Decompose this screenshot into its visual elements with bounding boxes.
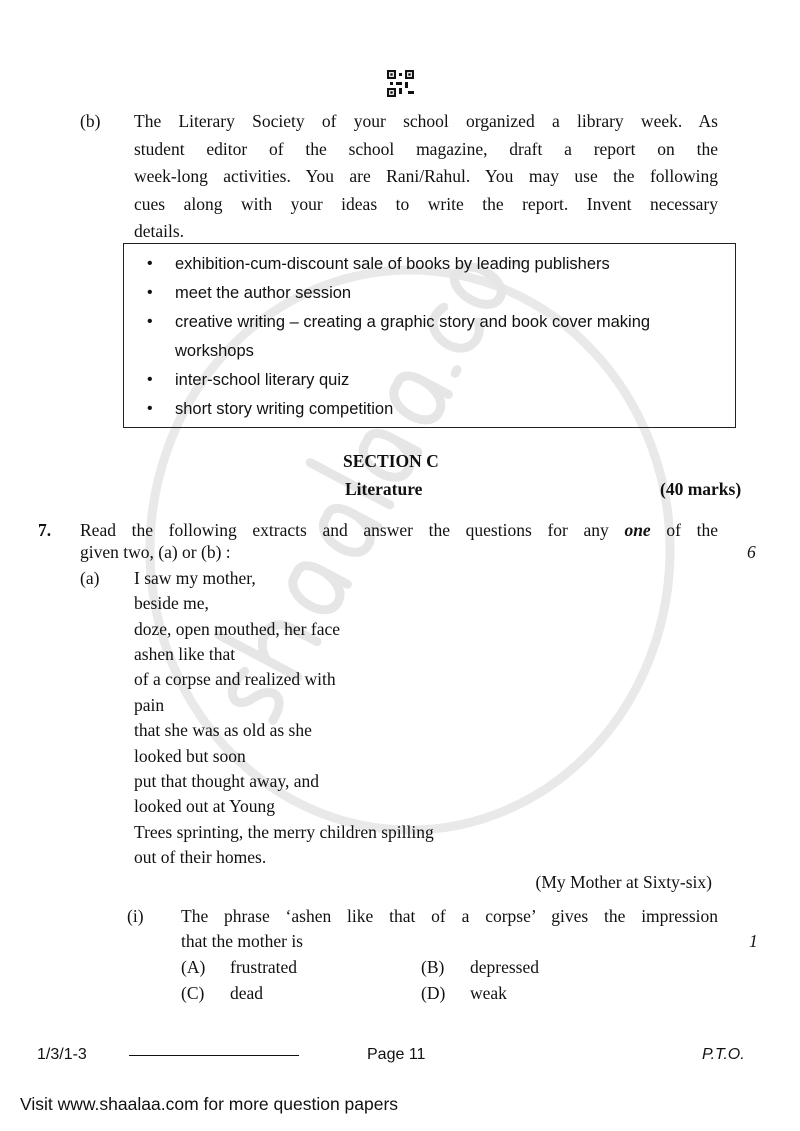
poem-line: beside me, [134, 593, 209, 613]
option-key: (D) [421, 983, 446, 1003]
option-key: (A) [181, 957, 206, 977]
emphasis-text: one [624, 520, 651, 540]
question-marks: 1 [749, 931, 758, 951]
shaalaa-banner-link[interactable]: Visit www.shaalaa.com for more question papers [20, 1094, 399, 1114]
bullet: • [147, 284, 153, 301]
poem-line: out of their homes. [134, 847, 267, 867]
qr-code-icon [387, 70, 414, 97]
poem-line: looked but soon [134, 746, 246, 766]
question-label: (b) [80, 111, 101, 131]
poem-line: pain [134, 695, 165, 715]
poem-source: (My Mother at Sixty-six) [535, 872, 712, 892]
footer-rule [129, 1055, 299, 1056]
option-text: dead [230, 983, 264, 1003]
bullet: • [147, 400, 153, 417]
question-text-line: cues along with your ideas to write the report. Invent necessary [134, 194, 718, 214]
poem-line: that she was as old as she [134, 720, 312, 740]
question-text-line: week-long activities. You are Rani/Rahul. You may use the following [134, 166, 718, 186]
cue-item: exhibition-cum-discount sale of books by leading publishers [175, 255, 610, 273]
option-key: (C) [181, 983, 205, 1003]
bullet: • [147, 313, 153, 330]
question-text-line [80, 519, 718, 541]
option-text: depressed [470, 957, 540, 977]
paper-code: 1/3/1-3 [37, 1046, 87, 1063]
question-marks: 6 [747, 542, 756, 562]
poem-line: put that thought away, and [134, 771, 320, 791]
text: of the [650, 520, 718, 540]
section-subtitle: Literature [345, 479, 423, 499]
text: Read the following extracts and answer the questions for any [80, 520, 625, 540]
section-title: SECTION C [343, 451, 439, 471]
question-text-line: The Literary Society of your school organized a library week. As [134, 111, 718, 131]
question-text-line: student editor of the school magazine, draft a report on the [134, 139, 718, 159]
question-number: 7. [38, 520, 52, 540]
bullet: • [147, 255, 153, 272]
pto-label: P.T.O. [702, 1046, 745, 1063]
poem-line: doze, open mouthed, her face [134, 619, 341, 639]
question-text-line: details. [134, 221, 185, 241]
option-text: frustrated [230, 957, 298, 977]
poem-line: ashen like that [134, 644, 236, 664]
option-text: weak [470, 983, 507, 1003]
poem-line: looked out at Young [134, 796, 275, 816]
question-text-line: given two, (a) or (b) : [80, 542, 231, 562]
option-key: (B) [421, 957, 445, 977]
poem-line: Trees sprinting, the merry children spilling [134, 822, 434, 842]
sub-question-label: (a) [80, 568, 100, 588]
cue-item: meet the author session [175, 284, 352, 302]
section-marks: (40 marks) [660, 479, 742, 499]
poem-line: I saw my mother, [134, 568, 256, 588]
question-text-line: that the mother is [181, 931, 303, 951]
sub-question-label: (i) [127, 906, 144, 926]
poem-line: of a corpse and realized with [134, 669, 336, 689]
page-number: Page 11 [367, 1046, 426, 1063]
bullet: • [147, 371, 153, 388]
cue-item: short story writing competition [175, 400, 394, 418]
cue-item: workshops [175, 342, 254, 360]
cue-item: creative writing – creating a graphic story and book cover making [175, 313, 651, 331]
question-text-line: The phrase ‘ashen like that of a corpse’ gives the impression [181, 906, 718, 926]
cue-item: inter-school literary quiz [175, 371, 350, 389]
